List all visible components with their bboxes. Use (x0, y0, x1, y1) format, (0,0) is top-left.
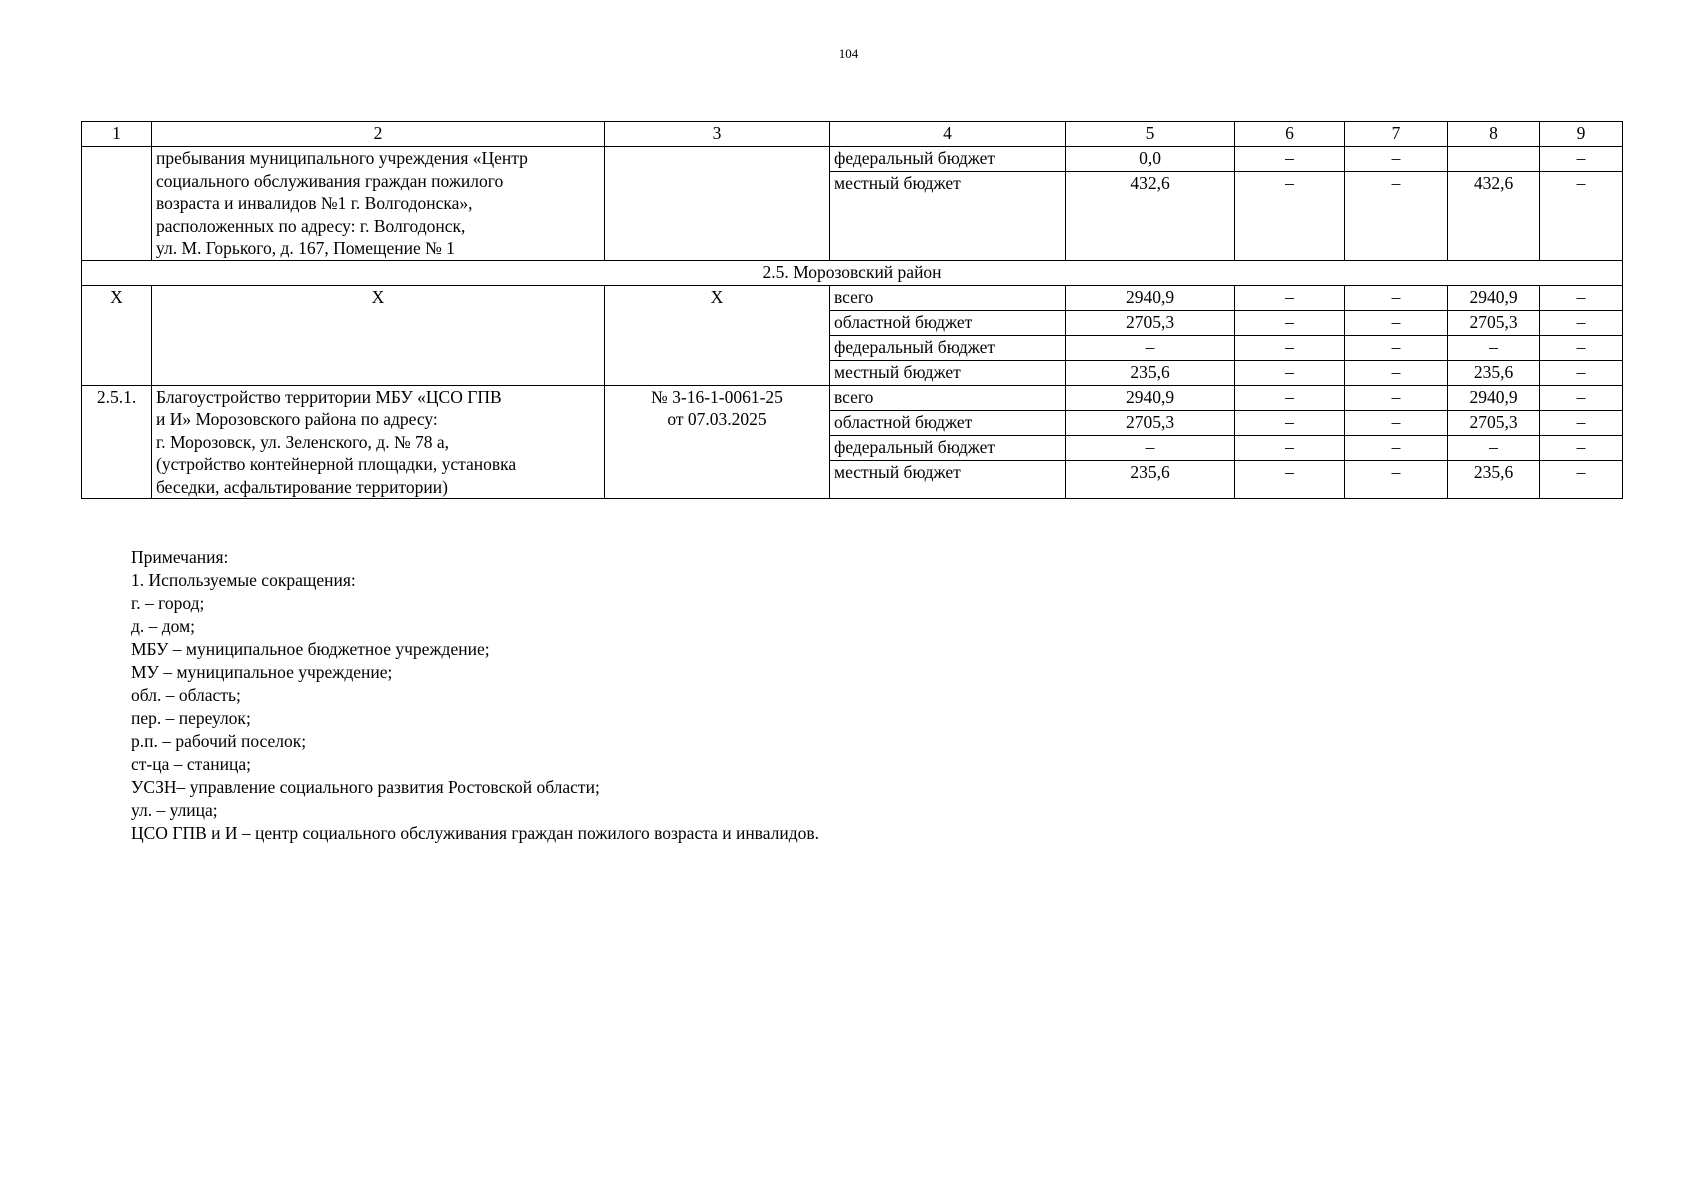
funding-source: федеральный бюджет (830, 335, 1066, 360)
description-line: г. Морозовск, ул. Зеленского, д. № 78 а, (156, 431, 450, 452)
amount-col5: – (1066, 335, 1235, 360)
amount-col8: 235,6 (1448, 460, 1540, 499)
amount-col7: – (1345, 147, 1448, 172)
item-description-cell (152, 385, 605, 499)
column-number-row (82, 122, 1623, 147)
amount-col5: – (1066, 435, 1235, 460)
amount-col9: – (1540, 385, 1623, 410)
amount-col9: – (1540, 147, 1623, 172)
description-line: пребывания муниципального учреждения «Центр (156, 148, 528, 168)
amount-col8: 2705,3 (1448, 310, 1540, 335)
amount-col8: 2705,3 (1448, 410, 1540, 435)
description-line: ул. М. Горького, д. 167, Помещение № 1 (156, 238, 455, 258)
column-number: 9 (1540, 122, 1623, 147)
amount-col9: – (1540, 360, 1623, 385)
document-cell (605, 147, 830, 261)
document-number: № 3-16-1-0061-25 (651, 386, 783, 407)
amount-col5: 432,6 (1066, 172, 1235, 261)
amount-col5: 0,0 (1066, 147, 1235, 172)
amount-col9: – (1540, 460, 1623, 499)
column-number: 8 (1448, 122, 1540, 147)
description-line: беседки, асфальтирование территории) (156, 476, 448, 497)
funding-source: местный бюджет (830, 460, 1066, 499)
item-description-cell (152, 147, 605, 261)
column-number: 3 (605, 122, 830, 147)
amount-col6: – (1235, 172, 1345, 261)
amount-col6: – (1235, 147, 1345, 172)
section-title: 2.5. Морозовский район (82, 260, 1623, 285)
amount-col5: 235,6 (1066, 360, 1235, 385)
notes-heading: Примечания: (131, 547, 229, 567)
funding-source: областной бюджет (830, 410, 1066, 435)
document-date: от 07.03.2025 (667, 408, 767, 429)
amount-col9: – (1540, 335, 1623, 360)
funding-source: федеральный бюджет (830, 147, 1066, 172)
amount-col6: – (1235, 435, 1345, 460)
amount-col5: 235,6 (1066, 460, 1235, 499)
amount-col6: – (1235, 285, 1345, 310)
amount-col5: 2705,3 (1066, 410, 1235, 435)
notes-section (131, 546, 819, 845)
table-row (82, 147, 1623, 172)
amount-col7: – (1345, 385, 1448, 410)
description-line: социального обслуживания граждан пожилого (156, 170, 504, 191)
table-row (82, 385, 1623, 410)
abbreviation-item: г. – город; (131, 593, 205, 613)
amount-col6: – (1235, 310, 1345, 335)
amount-col7: – (1345, 460, 1448, 499)
amount-col8: 2940,9 (1448, 285, 1540, 310)
column-number: 1 (82, 122, 152, 147)
description-line: (устройство контейнерной площадки, установка (156, 454, 517, 474)
amount-col6: – (1235, 360, 1345, 385)
notes-line: 1. Используемые сокращения: (131, 570, 356, 590)
amount-col7: – (1345, 360, 1448, 385)
amount-col8: – (1448, 435, 1540, 460)
amount-col8: 432,6 (1448, 172, 1540, 261)
budget-table (81, 121, 1623, 499)
amount-col7: – (1345, 285, 1448, 310)
funding-source: местный бюджет (830, 172, 1066, 261)
amount-col7: – (1345, 435, 1448, 460)
funding-source: местный бюджет (830, 360, 1066, 385)
amount-col5: 2940,9 (1066, 285, 1235, 310)
section-row (82, 260, 1623, 285)
amount-col9: – (1540, 310, 1623, 335)
abbreviation-item: МУ – муниципальное учреждение; (131, 662, 393, 682)
abbreviation-item: д. – дом; (131, 616, 196, 636)
amount-col6: – (1235, 460, 1345, 499)
abbreviation-item: пер. – переулок; (131, 708, 251, 728)
document-cell: Х (605, 285, 830, 385)
funding-source: областной бюджет (830, 310, 1066, 335)
description-line: возраста и инвалидов №1 г. Волгодонска», (156, 193, 473, 213)
amount-col5: 2705,3 (1066, 310, 1235, 335)
amount-col5: 2940,9 (1066, 385, 1235, 410)
abbreviation-item: ст-ца – станица; (131, 754, 251, 774)
abbreviation-item: обл. – область; (131, 685, 241, 705)
item-number-cell (82, 147, 152, 261)
amount-col6: – (1235, 335, 1345, 360)
amount-col6: – (1235, 385, 1345, 410)
item-description-cell: Х (152, 285, 605, 385)
abbreviation-item: р.п. – рабочий поселок; (131, 731, 307, 751)
amount-col8 (1448, 147, 1540, 172)
funding-source: федеральный бюджет (830, 435, 1066, 460)
amount-col9: – (1540, 410, 1623, 435)
amount-col9: – (1540, 285, 1623, 310)
amount-col7: – (1345, 335, 1448, 360)
funding-source: всего (830, 285, 1066, 310)
amount-col8: – (1448, 335, 1540, 360)
amount-col7: – (1345, 172, 1448, 261)
description-line: Благоустройство территории МБУ «ЦСО ГПВ (156, 386, 502, 407)
amount-col7: – (1345, 410, 1448, 435)
abbreviation-item: ЦСО ГПВ и И – центр социального обслуживания граждан пожилого возраста и инвалидов. (131, 823, 820, 843)
abbreviation-item: ул. – улица; (131, 800, 218, 820)
column-number: 7 (1345, 122, 1448, 147)
description-line: и И» Морозовского района по адресу: (156, 409, 438, 429)
abbreviation-item: УСЗН– управление социального развития Ростовской области; (131, 777, 600, 797)
amount-col8: 235,6 (1448, 360, 1540, 385)
amount-col6: – (1235, 410, 1345, 435)
column-number: 5 (1066, 122, 1235, 147)
table-row (82, 285, 1623, 310)
column-number: 4 (830, 122, 1066, 147)
item-number-cell: Х (82, 285, 152, 385)
column-number: 6 (1235, 122, 1345, 147)
amount-col9: – (1540, 172, 1623, 261)
item-number-cell: 2.5.1. (82, 385, 152, 499)
amount-col7: – (1345, 310, 1448, 335)
funding-source: всего (830, 385, 1066, 410)
abbreviation-item: МБУ – муниципальное бюджетное учреждение; (131, 639, 490, 659)
column-number: 2 (152, 122, 605, 147)
amount-col9: – (1540, 435, 1623, 460)
amount-col8: 2940,9 (1448, 385, 1540, 410)
description-line: расположенных по адресу: г. Волгодонск, (156, 215, 466, 236)
document-cell (605, 385, 830, 499)
page-number: 104 (838, 46, 859, 61)
